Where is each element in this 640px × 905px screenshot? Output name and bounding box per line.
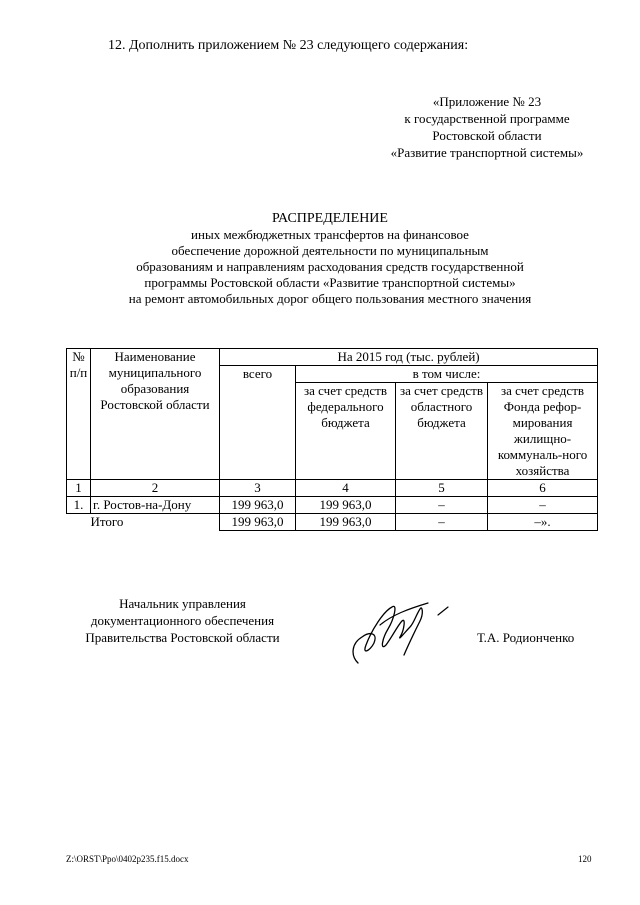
appendix-line: «Приложение № 23: [432, 94, 542, 109]
intro-paragraph: 12. Дополнить приложением № 23 следующего содержания:: [108, 38, 469, 53]
distribution-table: [66, 348, 598, 531]
row-regional: –: [396, 497, 488, 514]
subtitle-line: иных межбюджетных трансфертов на финансовое: [191, 227, 469, 242]
table-row: [67, 497, 598, 514]
header-name: Наименование муниципального образования Ростовской области: [91, 349, 220, 480]
signatory-title-line: Начальник управления: [119, 596, 246, 611]
footer-file-path: Z:\ORST\Ppo\0402p235.f15.docx: [66, 854, 189, 864]
column-numbers-row: [67, 480, 598, 497]
row-num: 1.: [67, 497, 91, 514]
appendix-heading: [360, 93, 614, 161]
signatory-name: Т.А. Родионченко: [477, 630, 575, 645]
header-year: На 2015 год (тыс. рублей): [220, 349, 598, 366]
signatory-title: [60, 595, 305, 646]
row-name: г. Ростов-на-Дону: [91, 497, 220, 514]
header-num: № п/п: [67, 349, 91, 480]
subtitle-line: обеспечение дорожной деятельности по муниципальным: [171, 243, 489, 258]
appendix-line: к государственной программе: [404, 111, 570, 126]
column-number: 1: [67, 480, 91, 497]
row-total: 199 963,0: [220, 497, 296, 514]
total-federal: 199 963,0: [296, 514, 396, 531]
total-row: [67, 514, 598, 531]
subtitle-line: программы Ростовской области «Развитие транспортной системы»: [144, 275, 516, 290]
total-label: Итого: [67, 514, 220, 531]
total-total: 199 963,0: [220, 514, 296, 531]
column-number: 4: [296, 480, 396, 497]
subtitle-line: образованиям и направлениям расходования средств государственной: [136, 259, 524, 274]
row-federal: 199 963,0: [296, 497, 396, 514]
column-number: 5: [396, 480, 488, 497]
handwritten-signature: [340, 585, 460, 675]
page-number: 120: [578, 854, 592, 864]
header-federal: за счет средств федерального бюджета: [296, 383, 396, 480]
row-fund: –: [488, 497, 598, 514]
signatory-title-line: Правительства Ростовской области: [85, 630, 280, 645]
document-title: РАСПРЕДЕЛЕНИЕ: [272, 211, 388, 226]
title-block: [40, 210, 620, 307]
header-total: всего: [220, 366, 296, 480]
total-fund: –».: [488, 514, 598, 531]
header-regional: за счет средств областного бюджета: [396, 383, 488, 480]
column-number: 2: [91, 480, 220, 497]
column-number: 6: [488, 480, 598, 497]
header-fund: за счет средств Фонда рефор-мирования жилищно-коммуналь-ного хозяйства: [488, 383, 598, 480]
subtitle-line: на ремонт автомобильных дорог общего пользования местного значения: [128, 291, 532, 306]
appendix-line: Ростовской области: [432, 128, 542, 143]
column-number: 3: [220, 480, 296, 497]
appendix-line: «Развитие транспортной системы»: [390, 145, 584, 160]
document-subtitle: [40, 227, 620, 307]
header-including: в том числе:: [296, 366, 598, 383]
signatory-title-line: документационного обеспечения: [90, 613, 275, 628]
total-regional: –: [396, 514, 488, 531]
